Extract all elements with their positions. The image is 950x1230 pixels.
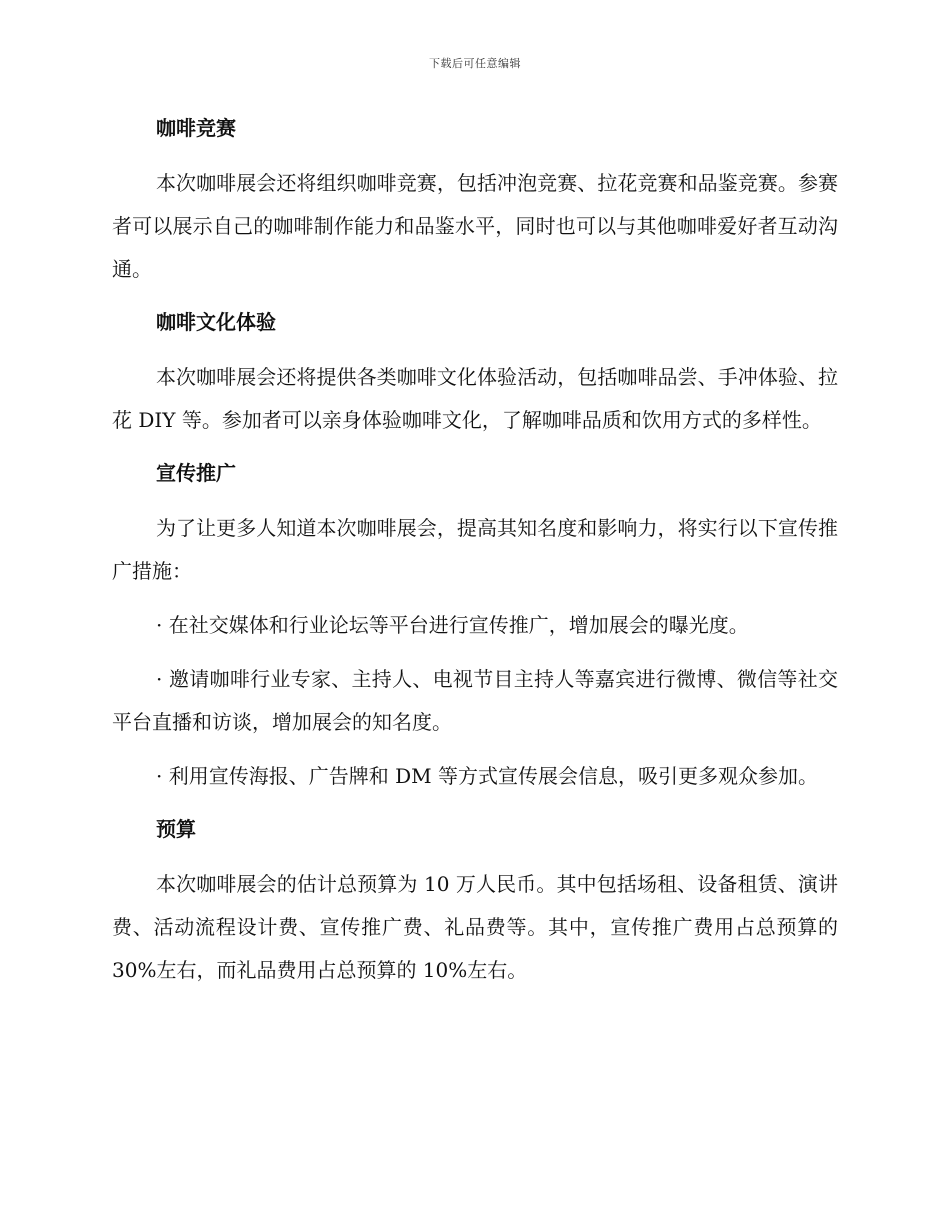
section-heading-coffee-competition: 咖啡竞赛 [156,116,236,140]
paragraph-budget: 本次咖啡展会的估计总预算为 10 万人民币。其中包括场租、设备租赁、演讲费、活动流程设计费、宣传推广费、礼品费等。其中，宣传推广费用占总预算的 30%左右，而礼品费用占总预算的 10%左右。 [112,872,838,982]
paragraph-coffee-culture: 本次咖啡展会还将提供各类咖啡文化体验活动，包括咖啡品尝、手冲体验、拉花 DIY 等。参加者可以亲身体验咖啡文化，了解咖啡品质和饮用方式的多样性。 [112,365,838,432]
document-body [112,108,838,1003]
bullet-item-posters: · 利用宣传海报、广告牌和 DM 等方式宣传展会信息，吸引更多观众参加。 [156,764,818,788]
section-heading-budget: 预算 [156,817,196,841]
bullet-item-guest-livestream: · 邀请咖啡行业专家、主持人、电视节目主持人等嘉宾进行微博、微信等社交平台直播和访谈，增加展会的知名度。 [112,667,838,734]
section-heading-promotion: 宣传推广 [156,461,236,485]
section-heading-coffee-culture: 咖啡文化体验 [156,310,276,334]
paragraph-coffee-competition: 本次咖啡展会还将组织咖啡竞赛，包括冲泡竞赛、拉花竞赛和品鉴竞赛。参赛者可以展示自己的咖啡制作能力和品鉴水平，同时也可以与其他咖啡爱好者互动沟通。 [112,171,838,281]
bullet-item-social-media: · 在社交媒体和行业论坛等平台进行宣传推广，增加展会的曝光度。 [156,613,749,637]
header-note: 下载后可任意编辑 [429,57,521,70]
paragraph-promotion-intro: 为了让更多人知道本次咖啡展会，提高其知名度和影响力，将实行以下宣传推广措施： [112,516,838,583]
